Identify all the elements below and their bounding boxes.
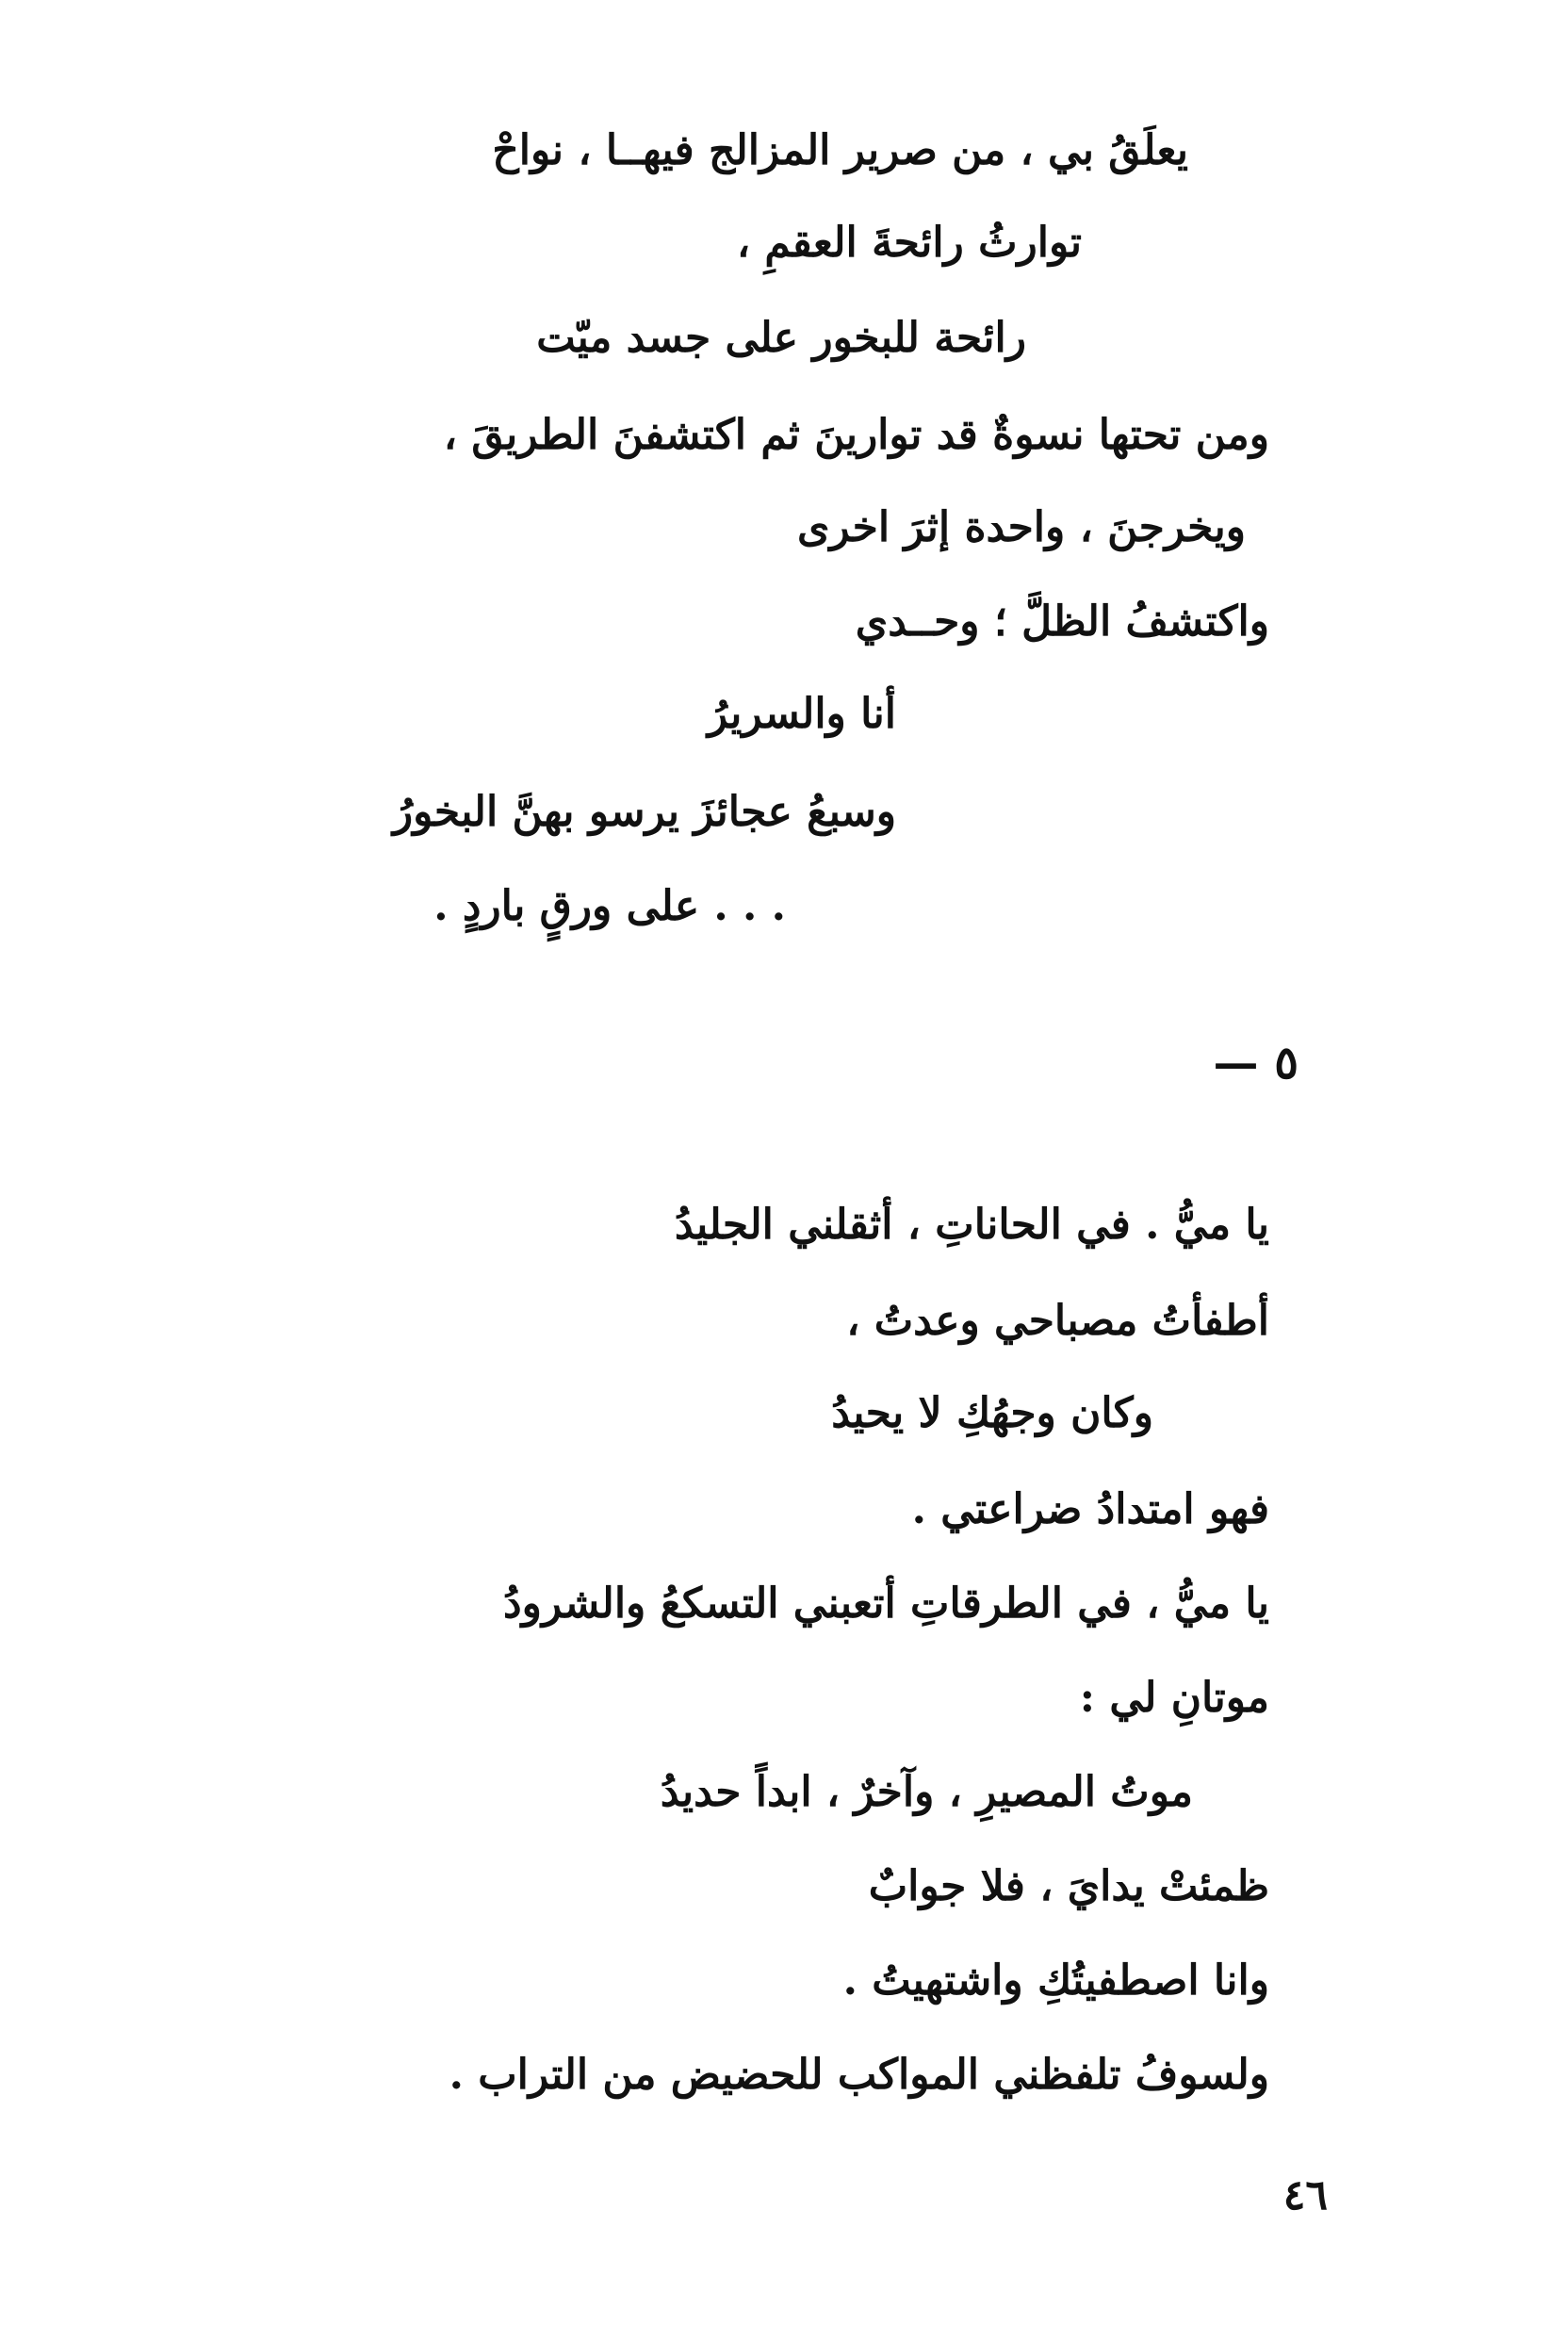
poem-line: ولسوفُ تلفظني المواكب للحضيض من التراب . (449, 2051, 1269, 2099)
poem-line: ومن تحتها نسوةٌ قد توارينَ ثم اكتشفنَ الطريقَ ، (443, 411, 1269, 459)
poem-line: ويخرجنَ ، واحدة إثرَ اخرى (796, 503, 1246, 551)
poem-line: يا ميُّ . في الحاناتِ ، أثقلني الجليدُ (674, 1201, 1269, 1249)
poem-line: رائحة للبخور على جسد ميّت (536, 314, 1026, 362)
page-number: ٤٦ (1282, 2171, 1328, 2219)
poem-line: وانا اصطفيتُكِ واشتهيتُ . (842, 1956, 1269, 2005)
poem-line: أنا والسريرُ (707, 690, 896, 738)
poem-line: يعلَقُ بي ، من صرير المزالج فيهــا ، نواحْ (492, 126, 1188, 174)
poem-line: فهو امتدادُ ضراعتي . (911, 1485, 1269, 1533)
poem-line: أطفأتُ مصباحي وعدتُ ، (846, 1297, 1269, 1345)
poem-line: وكان وجهُكِ لا يحيدُ (831, 1389, 1153, 1437)
poem-line: موتانِ لي : (1079, 1674, 1269, 1722)
poem-line: ظمئتْ يدايَ ، فلا جوابٌ (868, 1862, 1269, 1910)
poem-line: موتُ المصيرِ ، وآخرٌ ، ابداً حديدُ (660, 1768, 1193, 1816)
poem-line: توارثُ رائحةَ العقمِ ، (736, 219, 1082, 267)
poem-line: . . . على ورقٍ باردٍ . (433, 882, 786, 930)
poem-line: وسبعُ عجائزَ يرسو بهنَّ البخورُ (392, 788, 896, 836)
section-number: ٥ — (1213, 1037, 1298, 1089)
poem-line: يا ميُّ ، في الطرقاتِ أتعبني التسكعُ والشرودُ (503, 1580, 1269, 1628)
poem-line: واكتشفُ الظلَّ ؛ وحــدي (855, 598, 1269, 646)
